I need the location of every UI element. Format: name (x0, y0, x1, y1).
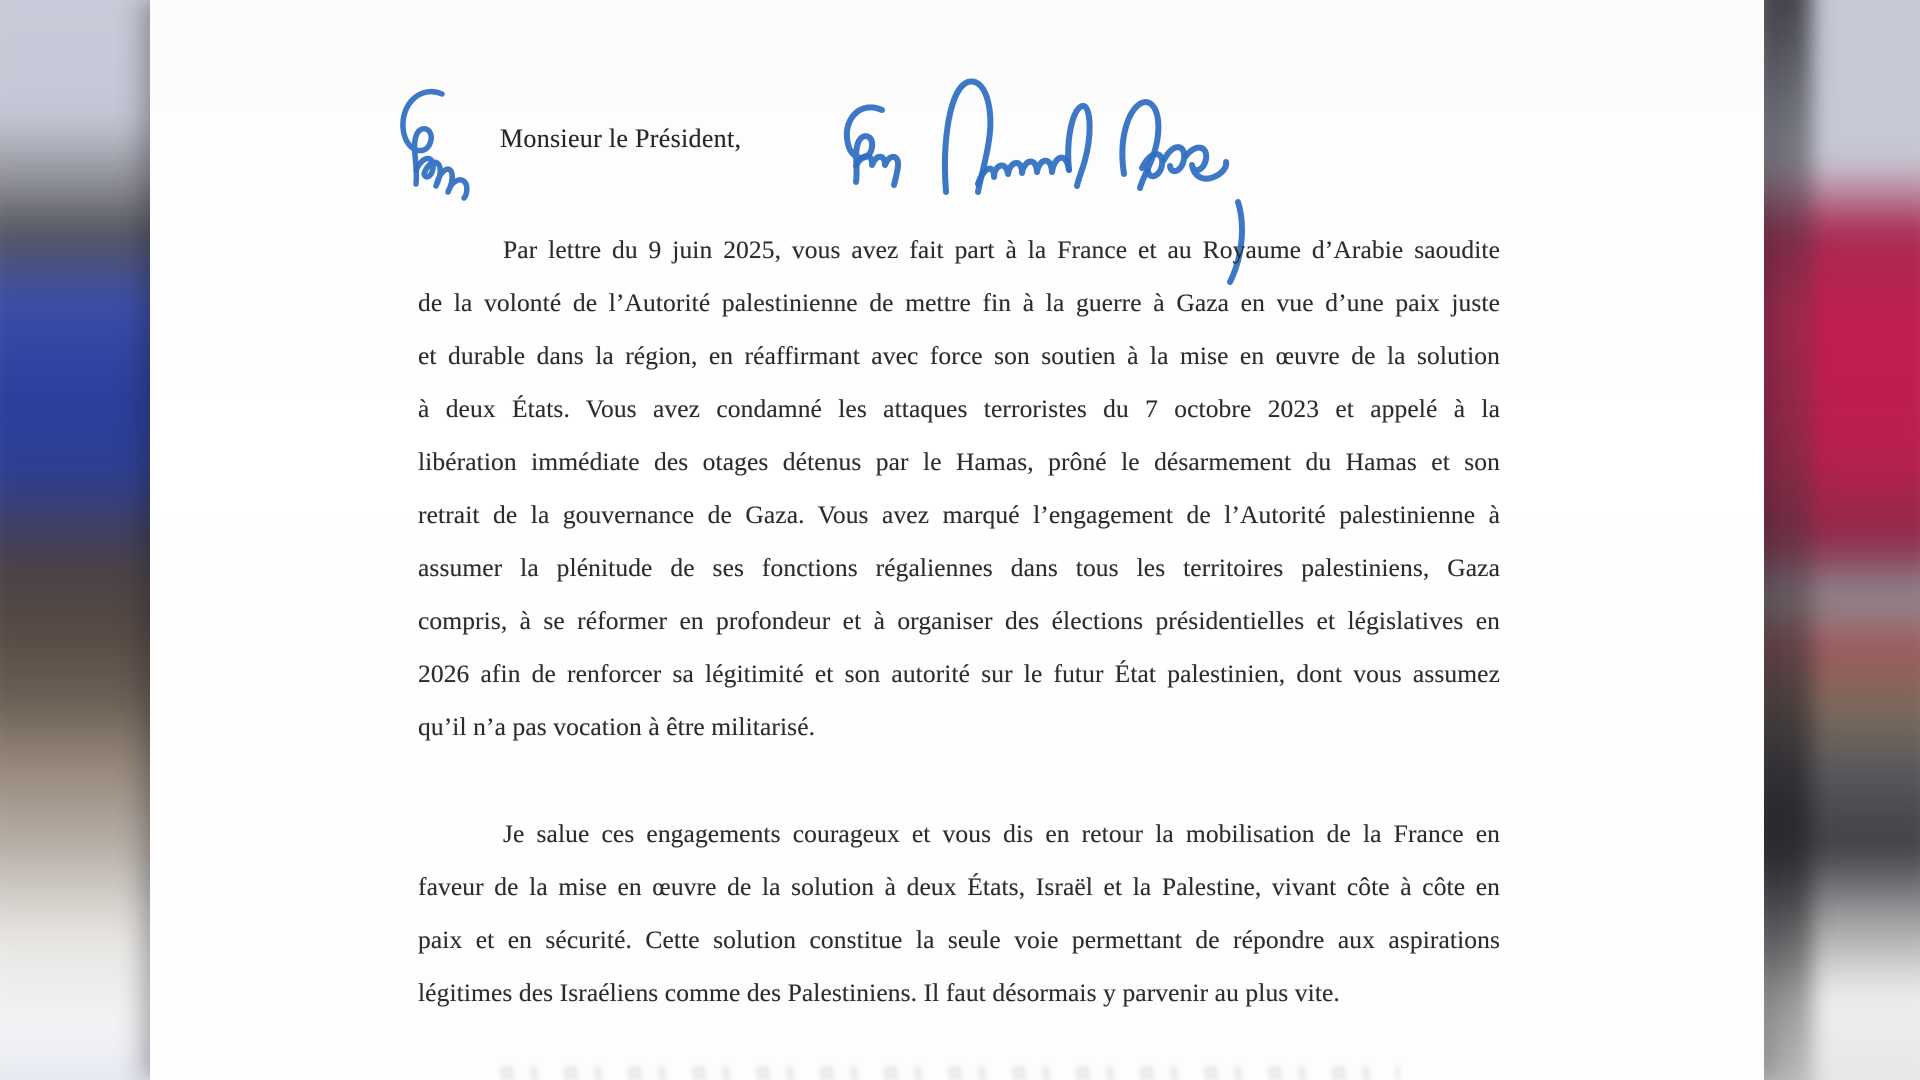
letter-line: à deux États. Vous avez condamné les attaques terroristes du 7 octobre 2023 et appelé à la (418, 394, 1500, 423)
letter-line: et durable dans la région, en réaffirmant avec force son soutien à la mise en œuvre de la solution (418, 341, 1500, 370)
letter-line: compris, à se réformer en profondeur et à organiser des élections présidentielles et législatives en (418, 606, 1500, 635)
letter-line: Je salue ces engagements courageux et vous dis en retour la mobilisation de la France en (503, 819, 1500, 848)
salutation: Monsieur le Président, (500, 124, 742, 153)
handwritten-initials (378, 84, 490, 202)
letter-line: qu’il n’a pas vocation à être militarisé. (418, 712, 816, 741)
letter-line: retrait de la gouvernance de Gaza. Vous avez marqué l’engagement de l’Autorité palestinienne à (418, 500, 1500, 529)
letter-line: paix et en sécurité. Cette solution constitue la seule voie permettant de répondre aux aspirations (418, 925, 1500, 954)
blurred-background-right-edge-shadow (1756, 0, 1812, 1080)
letter-line: faveur de la mise en œuvre de la solution à deux États, Israël et la Palestine, vivant côte à côte en (418, 872, 1500, 901)
letter-line: 2026 afin de renforcer sa légitimité et son autorité sur le futur État palestinien, dont vous assumez (418, 659, 1500, 688)
letter-line: légitimes des Israéliens comme des Palestiniens. Il faut désormais y parvenir au plus vite. (418, 978, 1340, 1007)
letter-page (150, 0, 1764, 1080)
letter-line: assumer la plénitude de ses fonctions régaliennes dans tous les territoires palestiniens, Gaza (418, 553, 1500, 582)
paragraph-1 (418, 223, 1500, 753)
letter-line: Par lettre du 9 juin 2025, vous avez fait part à la France et au Royaume d’Arabie saoudite (503, 235, 1500, 264)
letter-line: libération immédiate des otages détenus par le Hamas, prôné le désarmement du Hamas et son (418, 447, 1500, 476)
paragraph-2 (418, 807, 1500, 1019)
cutoff-next-line-hint (500, 1066, 1400, 1080)
letter-line: de la volonté de l’Autorité palestinienne de mettre fin à la guerre à Gaza en vue d’une paix juste (418, 288, 1500, 317)
